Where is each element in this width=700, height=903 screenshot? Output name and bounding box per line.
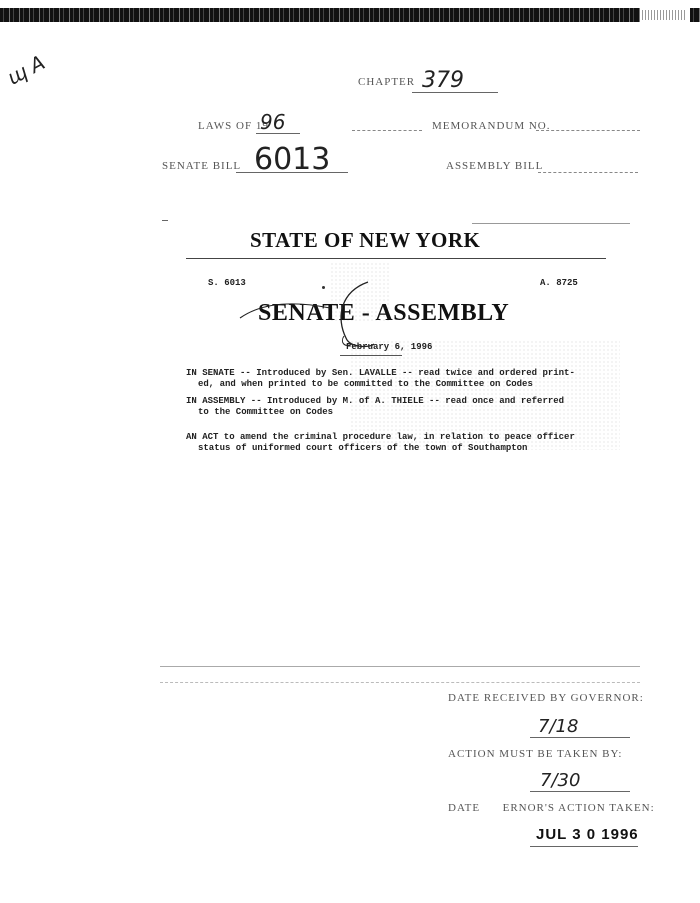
chapter-label: CHAPTER — [358, 76, 416, 88]
chamber-title: SENATE - ASSEMBLY — [258, 300, 510, 326]
senate-number: S. 6013 — [208, 278, 246, 288]
memorandum-underline — [536, 130, 640, 131]
action-must-be-taken-value: 7/30 — [540, 770, 581, 791]
bottom-separator-dashed — [160, 682, 640, 683]
received-underline — [530, 737, 630, 738]
received-by-governor-value: 7/18 — [538, 716, 579, 737]
date-rule — [340, 355, 402, 356]
chapter-value: 379 — [422, 68, 464, 93]
bill-top-rule — [472, 223, 630, 224]
act-line-1: AN ACT to amend the criminal procedure law, in relation to peace officer — [186, 432, 575, 442]
assembly-number: A. 8725 — [540, 278, 578, 288]
memorandum-label: MEMORANDUM NO. — [432, 120, 551, 132]
laws-value: 96 — [260, 110, 286, 134]
senate-bill-underline — [236, 172, 348, 173]
assembly-intro-line-1: IN ASSEMBLY -- Introduced by M. of A. THIELE -- read once and referred — [186, 396, 565, 406]
state-title-rule — [186, 258, 606, 259]
scan-artifact-marks — [642, 10, 686, 20]
bill-date: February 6, 1996 — [346, 342, 433, 352]
act-line-2: status of uniformed court officers of the town of Southampton — [198, 443, 528, 453]
action-must-be-taken-label: ACTION MUST BE TAKEN BY: — [448, 748, 623, 760]
bill-top-tick — [162, 220, 168, 221]
memorandum-left-line — [352, 130, 422, 131]
senate-intro-line-1: IN SENATE -- Introduced by Sen. LAVALLE -- read twice and ordered print- — [186, 368, 575, 378]
senate-intro-line-2: ed, and when printed to be committed to the Committee on Codes — [198, 379, 533, 389]
state-title: STATE OF NEW YORK — [250, 228, 481, 252]
bottom-separator — [160, 666, 640, 667]
chapter-underline — [412, 92, 498, 93]
action-underline — [530, 791, 630, 792]
scan-artifact-bar — [0, 8, 700, 22]
margin-mark: ɰ A — [2, 50, 49, 90]
action-taken-underline — [530, 846, 638, 847]
received-by-governor-label: DATE RECEIVED BY GOVERNOR: — [448, 692, 644, 704]
assembly-bill-underline — [538, 172, 638, 173]
assembly-bill-label: ASSEMBLY BILL — [446, 160, 544, 172]
senate-bill-value: 6013 — [254, 142, 331, 177]
action-taken-stamp: JUL 3 0 1996 — [536, 826, 639, 843]
action-taken-label: DATE ERNOR'S ACTION TAKEN: — [448, 802, 655, 814]
senate-bill-label: SENATE BILL — [162, 160, 242, 172]
laws-label: LAWS OF 19 — [198, 120, 269, 132]
assembly-intro-line-2: to the Committee on Codes — [198, 407, 334, 417]
laws-underline — [256, 133, 300, 134]
